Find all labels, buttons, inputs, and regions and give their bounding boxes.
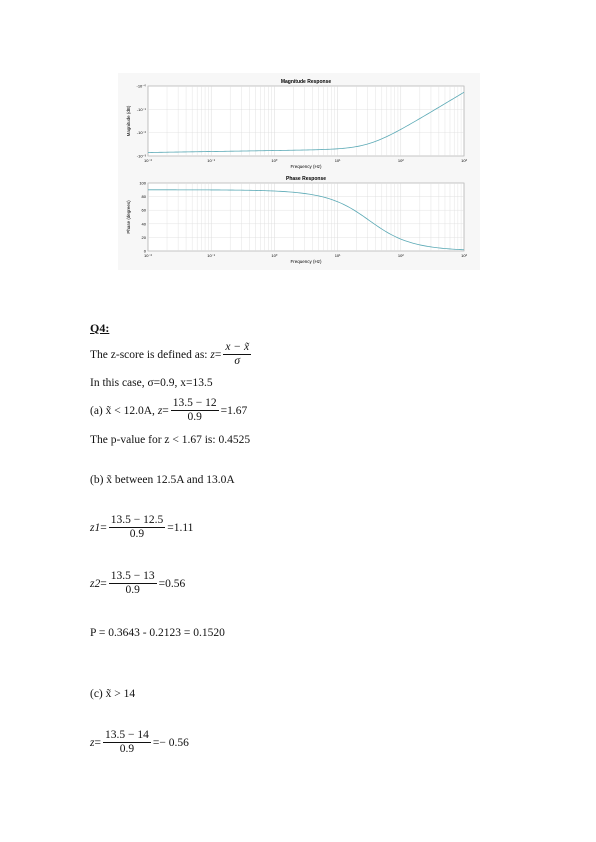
bode-plot-svg <box>118 73 480 270</box>
z2-numerator: 13.5 − 13 <box>110 570 155 582</box>
phase-title: Phase Response <box>285 176 327 182</box>
zscore-intro: The z-score is defined as: <box>90 348 208 361</box>
y-tick-label: 80 <box>141 194 146 200</box>
y-tick-label: -10⁻² <box>136 130 146 136</box>
z2-lhs: z2 <box>90 577 101 590</box>
part-c-numerator: 13.5 − 14 <box>104 729 149 741</box>
part-b-label: (b) x̃ between 12.5A and 13.0A <box>90 474 235 486</box>
part-c-denominator: 0.9 <box>119 743 135 755</box>
y-tick-label: -10⁻⁰ <box>136 83 146 89</box>
case-line: In this case, σ=0.9, x=13.5 <box>90 377 213 389</box>
part-a-numerator: 13.5 − 12 <box>172 397 217 409</box>
part-c-fraction <box>103 729 151 756</box>
magnitude-title: Magnitude Response <box>280 79 332 85</box>
x-tick-label: 10³ <box>461 158 467 163</box>
z2-denominator: 0.9 <box>125 584 140 596</box>
z1-numerator: 13.5 − 12.5 <box>110 514 164 526</box>
part-a-lhs: z <box>157 404 163 417</box>
y-tick-label: 40 <box>141 221 146 227</box>
part-a-fraction <box>171 397 219 424</box>
phase-ylabel: Phase (degrees) <box>126 200 131 234</box>
z2-fraction <box>109 570 157 597</box>
part-c-result: − 0.56 <box>159 736 189 749</box>
part-c-equation: z = $\frac{13.5 - 14}{0.9}$ = − 0.56 <box>90 729 189 755</box>
x-tick-label: 10¹ <box>334 158 341 163</box>
magnitude-plot-area <box>148 86 464 156</box>
q4-heading: Q4: <box>90 321 110 335</box>
phase-xlabel: Frequency (Hz) <box>290 259 322 264</box>
x-tick-label: 10⁻¹ <box>207 158 216 163</box>
x-tick-label: 10² <box>397 253 404 258</box>
zscore-lhs: z <box>210 348 215 361</box>
z2-result: 0.56 <box>165 577 186 590</box>
x-tick-label: 10⁰ <box>271 253 278 258</box>
zscore-numerator: x − x̃ <box>225 341 250 353</box>
y-tick-label: 0 <box>143 248 146 254</box>
y-tick-label: -10⁻³ <box>136 153 146 159</box>
z1-fraction <box>109 514 166 541</box>
x-tick-label: 10⁻² <box>144 253 152 258</box>
zscore-denominator: σ <box>234 355 241 367</box>
zscore-fraction <box>223 341 251 368</box>
phase-plot-area <box>148 183 464 251</box>
y-tick-label: 60 <box>141 207 146 213</box>
z1-equation: z1 = $\frac{13.5 - 12.5}{0.9}$ = 1.11 <box>90 514 194 540</box>
magnitude-ylabel: Magnitude (dB) <box>126 105 131 137</box>
part-c-lhs: z <box>90 736 95 749</box>
part-a-result: 1.67 <box>227 404 248 417</box>
x-tick-label: 10² <box>397 158 404 163</box>
x-tick-label: 10¹ <box>334 253 341 258</box>
y-tick-label: -10⁻¹ <box>136 106 146 112</box>
y-tick-label: 100 <box>139 180 146 186</box>
bode-plot-figure <box>118 73 480 270</box>
probability-line: P = 0.3643 - 0.2123 = 0.1520 <box>90 627 225 639</box>
z2-equation: z2 = $\frac{13.5 - 13}{0.9}$ = 0.56 <box>90 570 186 596</box>
part-c-label: (c) x̃ > 14 <box>90 688 136 700</box>
x-tick-label: 10⁻¹ <box>207 253 216 258</box>
x-tick-label: 10³ <box>461 253 467 258</box>
z1-result: 1.11 <box>173 521 194 534</box>
part-a-denominator: 0.9 <box>187 411 202 423</box>
magnitude-xlabel: Frequency (Hz) <box>290 164 322 169</box>
part-a-line: (a) x̃ < 12.0A, z = $\frac{13.5 - 12}{0.9}$ = 1.67 <box>90 397 248 423</box>
y-tick-label: 20 <box>141 234 146 240</box>
part-a-label: (a) x̃ < 12.0A, <box>90 404 155 417</box>
part-a-pvalue: The p-value for z < 1.67 is: 0.4525 <box>90 434 251 446</box>
zscore-definition-line: The z-score is defined as: z = $\frac{x - x̃}{\sigma}$ <box>90 341 250 367</box>
x-tick-label: 10⁻² <box>144 158 152 163</box>
z1-lhs: z1 <box>90 521 101 534</box>
z1-denominator: 0.9 <box>129 528 145 540</box>
x-tick-label: 10⁰ <box>271 158 278 163</box>
